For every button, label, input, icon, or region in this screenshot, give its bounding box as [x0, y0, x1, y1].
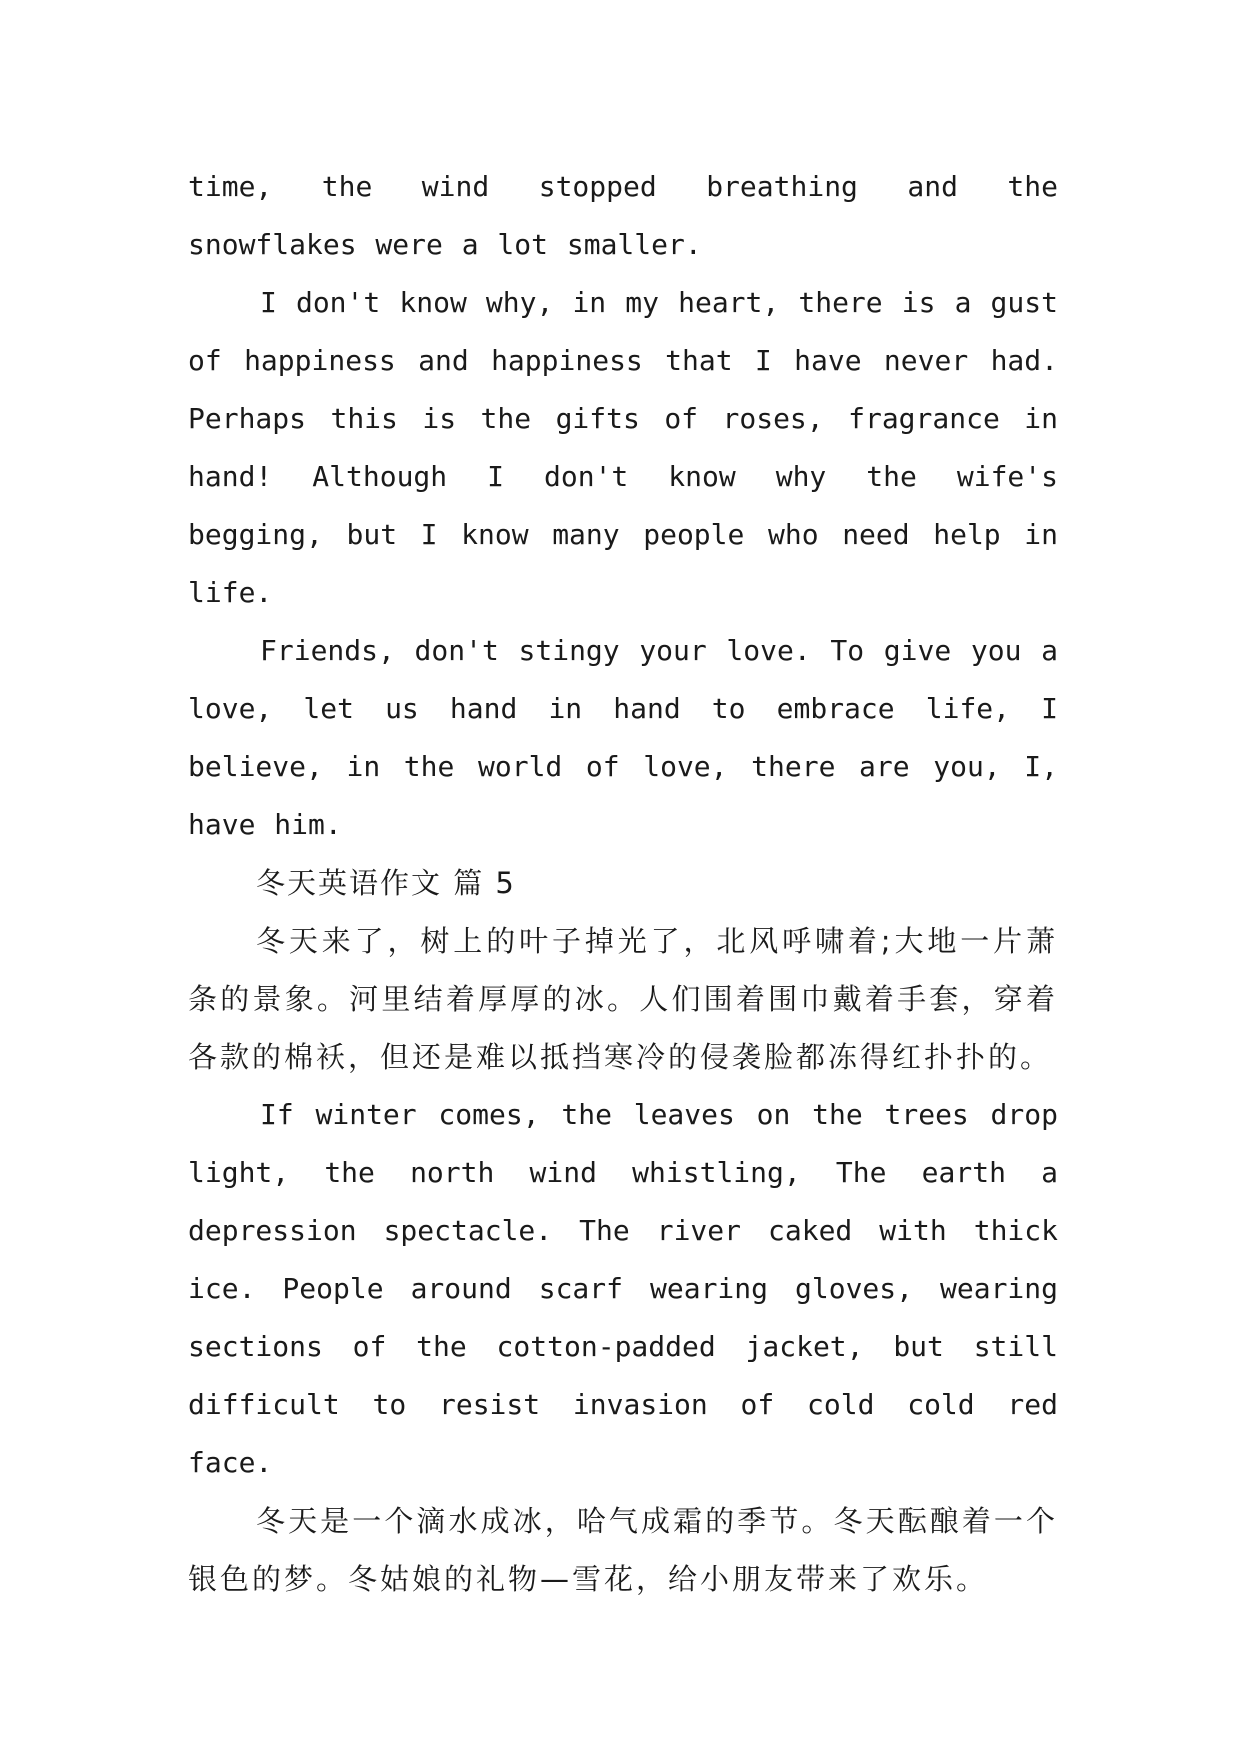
paragraph-winter-english: If winter comes, the leaves on the trees drop light, the north wind whistling, The earth a depression spectacle. The river caked with thick ice. People around scarf wearing gloves, wearing sections of the cotton-padded jacket, but still difficult to resist invasion of cold cold red face.: [188, 1098, 1058, 1479]
section-heading: 冬天英语作文 篇 5: [256, 866, 516, 900]
document-page: [188, 158, 1058, 1608]
paragraph-continuation: time, the wind stopped breathing and the snowflakes were a lot smaller.: [188, 170, 1058, 261]
paragraph-winter-season-chinese: 冬天是一个滴水成冰，哈气成霜的季节。冬天酝酿着一个银色的梦。冬姑娘的礼物—雪花，给小朋友带来了欢乐。: [188, 1504, 1058, 1596]
paragraph-winter-chinese: 冬天来了，树上的叶子掉光了，北风呼啸着;大地一片萧条的景象。河里结着厚厚的冰。人们围着围巾戴着手套，穿着各款的棉袄，但还是难以抵挡寒冷的侵袭脸都冻得红扑扑的。: [188, 924, 1058, 1074]
paragraph-happiness: I don't know why, in my heart, there is a gust of happiness and happiness that I have never had. Perhaps this is the gifts of roses, fragrance in hand! Although I don't know why the wife's begging, but I know many people who need help in life.: [188, 286, 1058, 609]
paragraph-friends: Friends, don't stingy your love. To give you a love, let us hand in hand to embrace life, I believe, in the world of love, there are you, I, have him.: [188, 634, 1058, 841]
